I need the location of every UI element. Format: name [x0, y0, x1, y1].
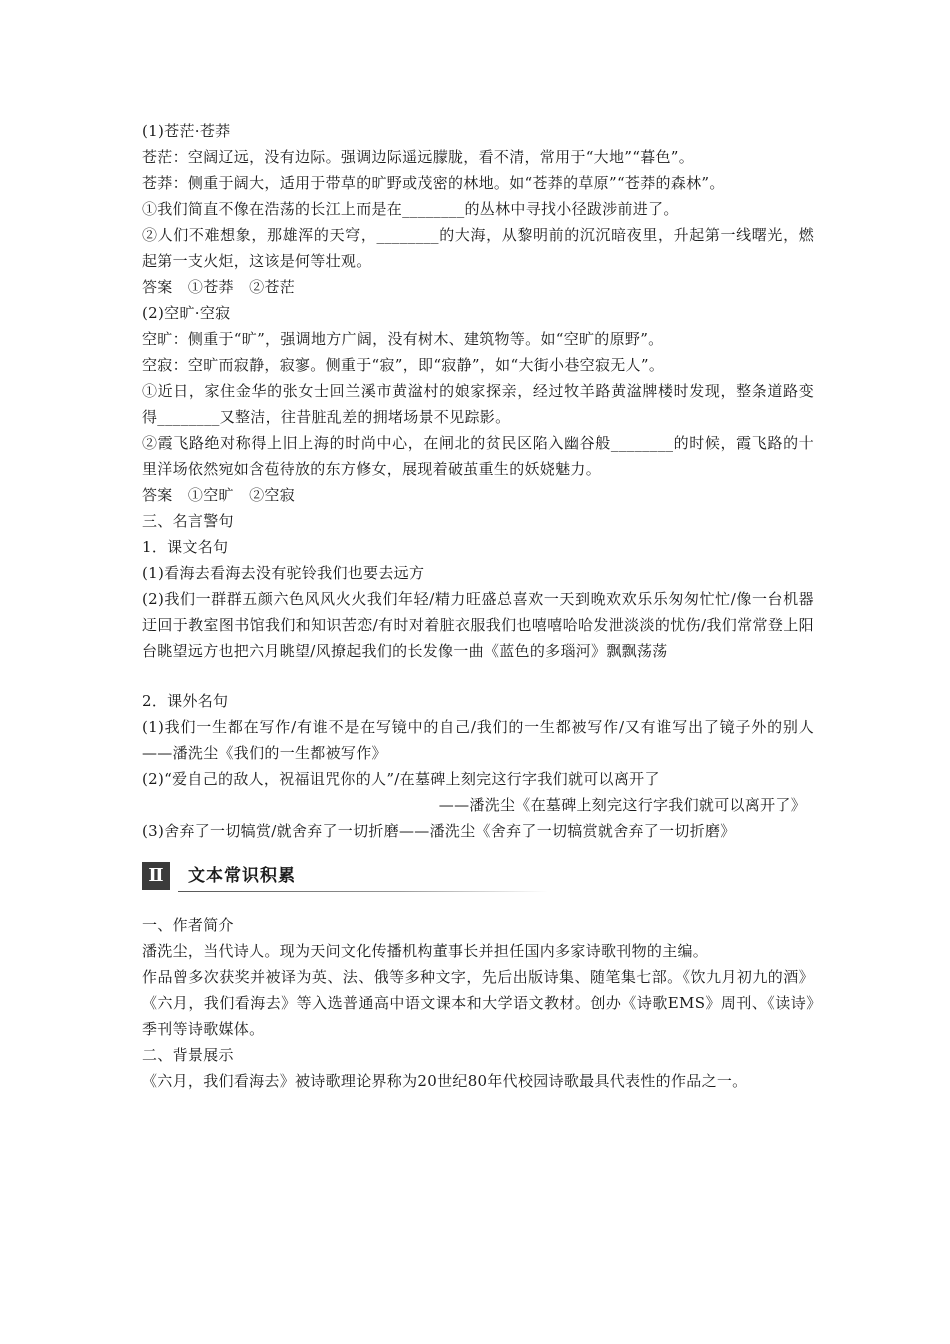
- subsection-heading: (1)苍茫·苍莽: [142, 122, 231, 140]
- subsection-heading: (2)空旷·空寂: [142, 304, 231, 322]
- section-divider: [178, 891, 548, 892]
- exercise-question: ②霞飞路绝对称得上旧上海的时尚中心，在闸北的贫民区陷入幽谷般________的时候，霞飞路的十里洋场依然宛如含苞待放的东方修女，展现着破茧重生的妖娆魅力。: [142, 434, 814, 478]
- exercise-question: ②人们不难想象，那雄浑的天穹，________的大海，从黎明前的沉沉暗夜里，升起第一线曙光，燃起第一支火炬，这该是何等壮观。: [142, 226, 814, 270]
- quote-text: (1)我们一生都在写作/有谁不是在写镜中的自己/我们的一生都被写作/又有谁写出了镜子外的别人——潘洗尘《我们的一生都被写作》: [142, 718, 814, 762]
- body-text: 《六月，我们看海去》被诗歌理论界称为20世纪80年代校园诗歌最具代表性的作品之一。: [142, 1072, 748, 1090]
- section-banner: [142, 862, 814, 892]
- spacer: [142, 664, 814, 688]
- answer-text: 答案 ①苍莽 ②苍茫: [142, 278, 296, 296]
- quote-text: (3)舍弃了一切犒赏/就舍弃了一切折磨——潘洗尘《舍弃了一切犒赏就舍弃了一切折磨》: [142, 822, 736, 840]
- section-number-badge: Ⅱ: [142, 862, 170, 890]
- definition-text: 空旷：侧重于“旷”，强调地方广阔，没有树木、建筑物等。如“空旷的原野”。: [142, 330, 664, 348]
- definition-text: 空寂：空旷而寂静，寂寥。侧重于“寂”，即“寂静”，如“大街小巷空寂无人”。: [142, 356, 665, 374]
- section-heading: 二、背景展示: [142, 1046, 234, 1064]
- body-text: 潘洗尘，当代诗人。现为天问文化传播机构董事长并担任国内多家诗歌刊物的主编。: [142, 942, 709, 960]
- subsection-heading: 2．课外名句: [142, 692, 229, 710]
- section-heading: 一、作者简介: [142, 916, 234, 934]
- section-heading: 三、名言警句: [142, 512, 234, 530]
- definition-text: 苍茫：空阔辽远，没有边际。强调边际遥远朦胧，看不清，常用于“大地”“暮色”。: [142, 148, 695, 166]
- body-text: 作品曾多次获奖并被译为英、法、俄等多种文字，先后出版诗集、随笔集七部。《饮九月初九的酒》《六月，我们看海去》等入选普通高中语文课本和大学语文教材。创办《诗歌EMS》周刊、《读诗》季刊等诗歌媒体。: [142, 968, 814, 1038]
- section-title: 文本常识积累: [188, 866, 296, 886]
- quote-source: ——潘洗尘《在墓碑上刻完这行字我们就可以离开了》: [438, 796, 806, 814]
- exercise-question: ①近日，家住金华的张女士回兰溪市黄湓村的娘家探亲，经过牧羊路黄湓牌楼时发现，整条道路变得________又整洁，往昔脏乱差的拥堵场景不见踪影。: [142, 382, 814, 426]
- definition-text: 苍莽：侧重于阔大，适用于带草的旷野或茂密的林地。如“苍莽的草原”“苍莽的森林”。: [142, 174, 725, 192]
- exercise-question: ①我们简直不像在浩荡的长江上而是在________的丛林中寻找小径跋涉前进了。: [142, 200, 679, 218]
- document-page: [142, 118, 814, 1094]
- quote-text: (2)我们一群群五颜六色风风火火我们年轻/精力旺盛总喜欢一天到晚欢欢乐乐匆匆忙忙/像一台机器迂回于教室图书馆我们和知识苦恋/有时对着脏衣服我们也嘻嘻哈哈发泄淡淡的忧伤/我们常常登上阳台眺望远方也把六月眺望/风撩起我们的长发像一曲《蓝色的多瑙河》飘飘荡荡: [142, 590, 814, 660]
- quote-text: (2)“爱自己的敌人，祝福诅咒你的人”/在墓碑上刻完这行字我们就可以离开了: [142, 770, 660, 788]
- quote-text: (1)看海去看海去没有驼铃我们也要去远方: [142, 564, 425, 582]
- answer-text: 答案 ①空旷 ②空寂: [142, 486, 296, 504]
- subsection-heading: 1．课文名句: [142, 538, 229, 556]
